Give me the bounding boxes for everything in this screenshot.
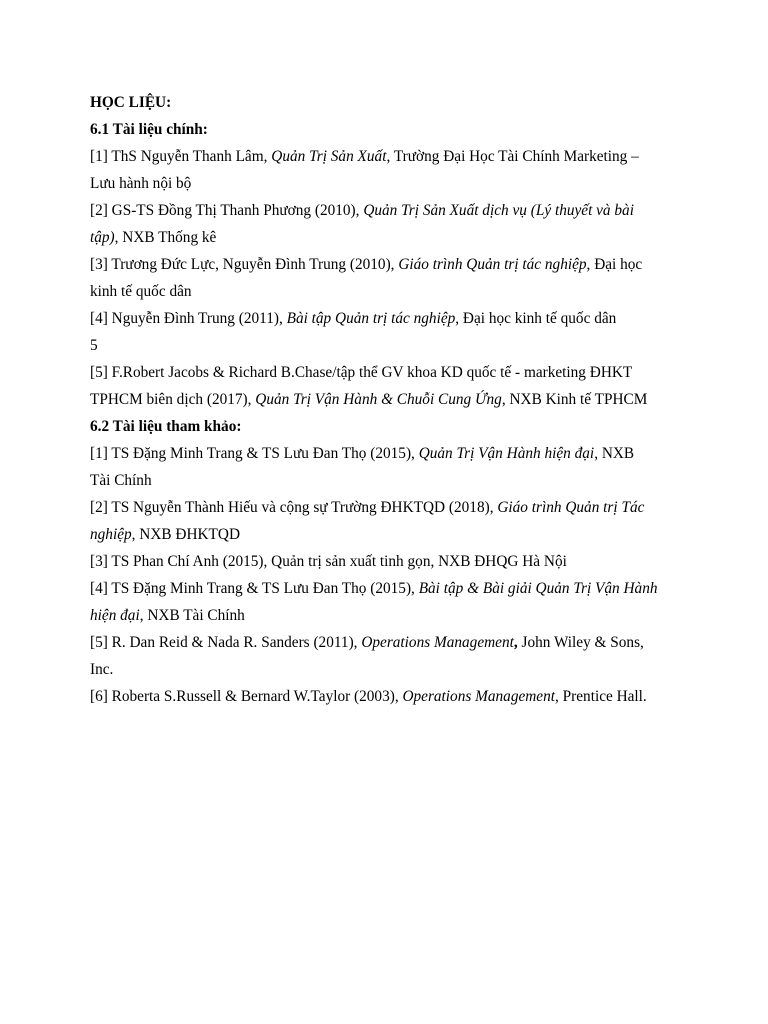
reference-title: hiện đại — [90, 607, 140, 624]
reference-line: 5 — [90, 337, 98, 354]
reference-title: nghiệp — [90, 526, 132, 543]
reference-title: Operations Management — [361, 634, 514, 651]
reference-title: Quản Trị Sản Xuất — [271, 148, 387, 165]
reference-title: Quản Trị Vận Hành hiện đại — [418, 445, 595, 462]
reference-line: TPHCM biên dịch (2017), Quản Trị Vận Hành & Chuỗi Cung Ứng, NXB Kinh tế TPHCM — [90, 391, 648, 408]
reference-title: Quản Trị Vận Hành & Chuỗi Cung Ứng — [255, 391, 502, 408]
reference-line: Lưu hành nội bộ — [90, 175, 192, 192]
reference-line: [1] TS Đặng Minh Trang & TS Lưu Đan Thọ (2015), Quản Trị Vận Hành hiện đại, NXB — [90, 445, 635, 462]
reference-line: [2] GS-TS Đồng Thị Thanh Phương (2010), Quản Trị Sản Xuất dịch vụ (Lý thuyết và bài — [90, 202, 634, 219]
reference-line: kinh tế quốc dân — [90, 283, 192, 300]
heading: HỌC LIỆU: — [90, 94, 172, 111]
reference-line: nghiệp, NXB ĐHKTQD — [90, 526, 240, 543]
document-page — [90, 89, 658, 710]
reference-title: Bài tập Quản trị tác nghiệp — [286, 310, 456, 327]
reference-title: Operations Management — [402, 688, 555, 705]
reference-line: tập), NXB Thống kê — [90, 229, 217, 246]
reference-line: [3] TS Phan Chí Anh (2015), Quản trị sản xuất tinh gọn, NXB ĐHQG Hà Nội — [90, 553, 567, 570]
reference-line: [4] TS Đặng Minh Trang & TS Lưu Đan Thọ (2015), Bài tập & Bài giải Quản Trị Vận Hành — [90, 580, 658, 597]
reference-title: Giáo trình Quản trị Tác — [497, 499, 645, 516]
reference-title: Giáo trình Quản trị tác nghiệp — [398, 256, 587, 273]
reference-title: Bài tập & Bài giải Quản Trị Vận Hành — [418, 580, 658, 597]
reference-line: [1] ThS Nguyễn Thanh Lâm, Quản Trị Sản Xuất, Trường Đại Học Tài Chính Marketing – — [90, 148, 639, 165]
reference-title: Quản Trị Sản Xuất dịch vụ (Lý thuyết và bài — [363, 202, 634, 219]
reference-line: [3] Trương Đức Lực, Nguyễn Đình Trung (2010), Giáo trình Quản trị tác nghiệp, Đại học — [90, 256, 643, 273]
reference-line: hiện đại, NXB Tài Chính — [90, 607, 245, 624]
section-title-further: 6.2 Tài liệu tham khảo: — [90, 418, 242, 435]
reference-line: Inc. — [90, 661, 114, 678]
reference-line: [2] TS Nguyễn Thành Hiếu và cộng sự Trường ĐHKTQD (2018), Giáo trình Quản trị Tác — [90, 499, 645, 516]
reference-line: Tài Chính — [90, 472, 152, 489]
reference-line: [6] Roberta S.Russell & Bernard W.Taylor (2003), Operations Management, Prentice Hall. — [90, 688, 647, 705]
reference-line: [5] R. Dan Reid & Nada R. Sanders (2011), Operations Management, John Wiley & Sons, — [90, 634, 644, 651]
reference-line: [5] F.Robert Jacobs & Richard B.Chase/tập thể GV khoa KD quốc tế - marketing ĐHKT — [90, 364, 633, 381]
section-title-main: 6.1 Tài liệu chính: — [90, 121, 208, 138]
reference-title: tập) — [90, 229, 115, 246]
reference-line: [4] Nguyễn Đình Trung (2011), Bài tập Quản trị tác nghiệp, Đại học kinh tế quốc dân — [90, 310, 617, 327]
